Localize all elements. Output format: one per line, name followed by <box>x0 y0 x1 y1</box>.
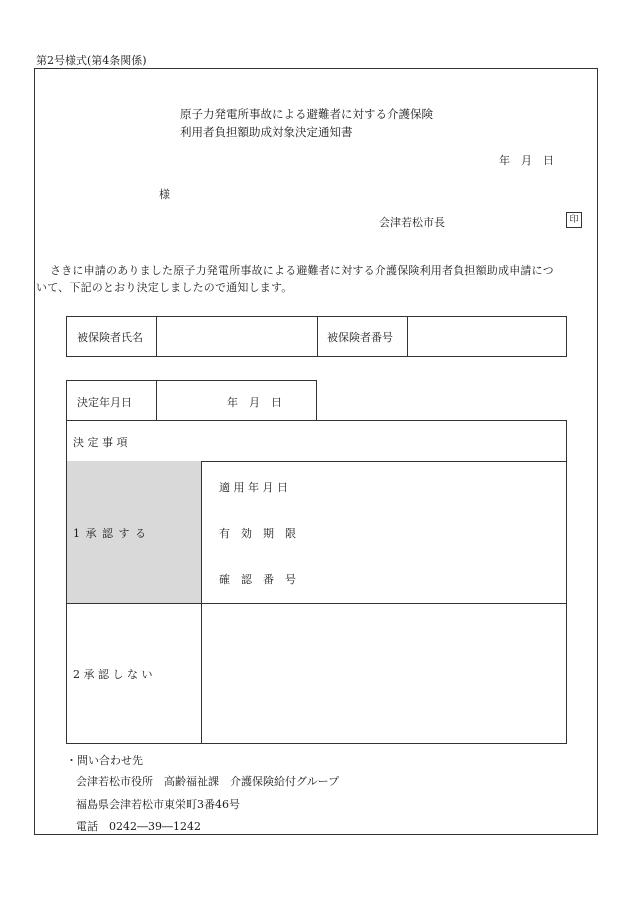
approval-field-apply-date: 適 用 年 月 日 <box>219 481 288 494</box>
divider <box>156 381 157 420</box>
decision-date-value: 年 月 日 <box>227 396 282 409</box>
body-text-line1: さきに申請のありました原子力発電所事故による避難者に対する介護保険利用者負担額助成申請につ <box>50 264 554 277</box>
approval-field-validity: 有 効 期 限 <box>219 527 296 540</box>
issuer-name: 会津若松市長 <box>379 216 445 229</box>
inquiry-phone: 電話 0242―39―1242 <box>76 820 201 833</box>
divider <box>67 603 566 604</box>
divider <box>156 317 157 356</box>
inquiry-heading: ・問い合わせ先 <box>66 754 143 767</box>
form-number: 第2号様式(第4条関係) <box>36 54 147 67</box>
insured-number-field[interactable] <box>413 317 563 356</box>
insured-name-field[interactable] <box>162 317 312 356</box>
inquiry-office: 会津若松市役所 高齢福祉課 介護保険給付グループ <box>76 775 340 788</box>
issue-date: 年 月 日 <box>499 154 554 167</box>
approve-option[interactable]: 1 承 認 す る <box>73 527 146 540</box>
decision-date-label: 決定年月日 <box>77 396 132 409</box>
decision-table <box>66 420 567 744</box>
divider <box>201 461 202 743</box>
addressee-suffix: 様 <box>159 188 170 201</box>
decision-items-label: 決 定 事 項 <box>73 436 128 449</box>
document-title-line1: 原子力発電所事故による避難者に対する介護保険 <box>180 107 433 121</box>
insured-number-label: 被保険者番号 <box>327 330 393 344</box>
seal-icon: 印 <box>566 212 582 228</box>
body-text-line2: いて、下記のとおり決定しましたので通知します。 <box>36 281 293 294</box>
insured-name-label: 被保険者氏名 <box>77 330 143 344</box>
divider <box>407 317 408 356</box>
approval-field-confirm-number: 確 認 番 号 <box>219 573 296 586</box>
decision-date-table <box>66 380 317 421</box>
inquiry-address: 福島県会津若松市東栄町3番46号 <box>76 798 240 811</box>
divider <box>317 317 318 356</box>
insured-table <box>66 316 567 357</box>
reject-option[interactable]: 2 承 認 し な い <box>73 668 153 681</box>
document-title-line2: 利用者負担額助成対象決定通知書 <box>180 125 353 139</box>
